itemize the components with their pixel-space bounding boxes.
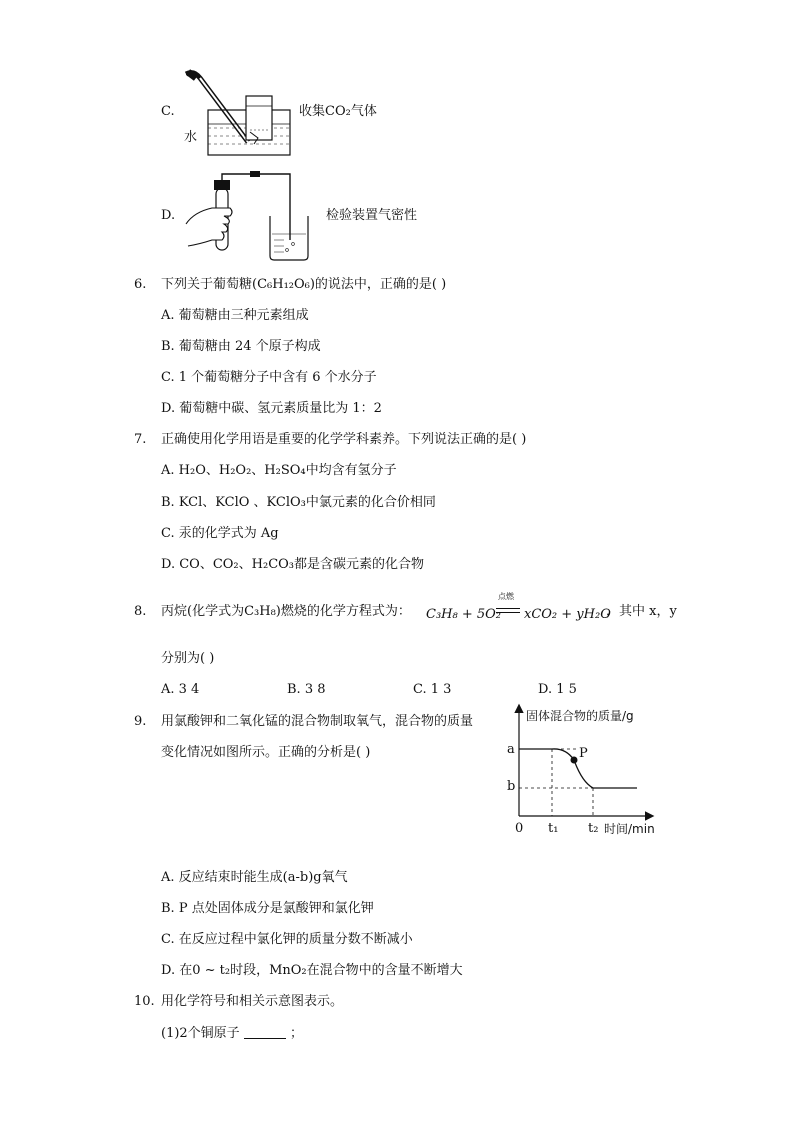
option-a: A. H₂O、H₂O₂、H₂SO₄中均含有氢分子 xyxy=(161,463,397,478)
equation-condition: 点燃 xyxy=(498,592,514,601)
question-stem: 丙烷(化学式为C₃H₈)燃烧的化学方程式为： xyxy=(161,604,411,619)
airtightness-check-diagram xyxy=(184,168,314,262)
question-stem: 用氯酸钾和二氧化锰的混合物制取氧气，混合物的质量 xyxy=(161,714,474,729)
sub-question-1-text: (1)2个铜原子 xyxy=(161,1026,240,1041)
option-d-label: D. xyxy=(161,208,176,223)
origin-label: 0 xyxy=(515,821,524,836)
question-number: 10. xyxy=(134,994,155,1009)
equation-equals-sign xyxy=(496,608,520,613)
sub-question-1 xyxy=(161,1025,303,1043)
y-tick-a: a xyxy=(507,742,515,757)
question-stem-line2: 分别为( ) xyxy=(161,651,215,666)
x-tick-t2: t₂ xyxy=(588,821,599,836)
option-b: B. 葡萄糖由 24 个原子构成 xyxy=(161,339,321,354)
option-a: A. 葡萄糖由三种元素组成 xyxy=(161,308,309,323)
equation-right: xCO₂ + yH₂O xyxy=(524,607,611,622)
x-tick-t1: t₁ xyxy=(548,821,559,836)
chemical-equation xyxy=(426,592,611,626)
option-b: B. KCl、KClO 、KClO₃中氯元素的化合价相同 xyxy=(161,495,436,510)
option-c: C. 1 3 xyxy=(413,682,452,697)
mass-time-chart xyxy=(500,700,670,840)
option-d: D. 葡萄糖中碳、氢元素质量比为 1：2 xyxy=(161,401,382,416)
question-number: 9. xyxy=(134,714,147,729)
option-c: C. 在反应过程中氯化钾的质量分数不断减小 xyxy=(161,932,413,947)
question-number: 8. xyxy=(134,604,147,619)
chart-xlabel: 时间/min xyxy=(604,822,655,836)
point-p-marker xyxy=(571,757,578,764)
option-c: C. 1 个葡萄糖分子中含有 6 个水分子 xyxy=(161,370,377,385)
option-d: D. 1 5 xyxy=(538,682,577,697)
option-c: C. 汞的化学式为 Ag xyxy=(161,526,279,541)
y-tick-b: b xyxy=(507,779,516,794)
equation-left: C₃H₈ + 5O₂ xyxy=(426,607,502,622)
question-number: 7. xyxy=(134,432,147,447)
chart-ylabel: 固体混合物的质量/g xyxy=(526,709,634,723)
option-d-text: 检验装置气密性 xyxy=(326,208,418,223)
option-a: A. 3 4 xyxy=(161,682,200,697)
question-stem-continued: ，其中 x，y xyxy=(606,604,677,619)
question-stem: 正确使用化学用语是重要的化学学科素养。下列说法正确的是( ) xyxy=(161,432,527,447)
point-p-label: P xyxy=(579,746,588,761)
water-label: 水 xyxy=(184,130,198,145)
option-c-label: C. xyxy=(161,104,175,119)
option-d: D. CO、CO₂、H₂CO₃都是含碳元素的化合物 xyxy=(161,557,425,572)
question-number: 6. xyxy=(134,277,147,292)
question-stem-line2: 变化情况如图所示。正确的分析是( ) xyxy=(161,745,371,760)
option-b: B. P 点处固体成分是氯酸钾和氯化钾 xyxy=(161,901,374,916)
option-c-text: 收集CO₂气体 xyxy=(299,104,377,119)
option-a: A. 反应结束时能生成(a-b)g氧气 xyxy=(161,870,348,885)
sub-question-1-end: ； xyxy=(289,1026,303,1041)
answer-blank[interactable] xyxy=(244,1026,286,1039)
question-stem: 用化学符号和相关示意图表示。 xyxy=(161,994,344,1009)
option-b: B. 3 8 xyxy=(287,682,326,697)
question-stem: 下列关于葡萄糖(C₆H₁₂O₆)的说法中，正确的是( ) xyxy=(161,277,447,292)
option-d: D. 在0 ~ t₂时段，MnO₂在混合物中的含量不断增大 xyxy=(161,963,463,978)
series-line xyxy=(519,749,637,788)
gas-collection-apparatus-diagram xyxy=(180,66,300,160)
